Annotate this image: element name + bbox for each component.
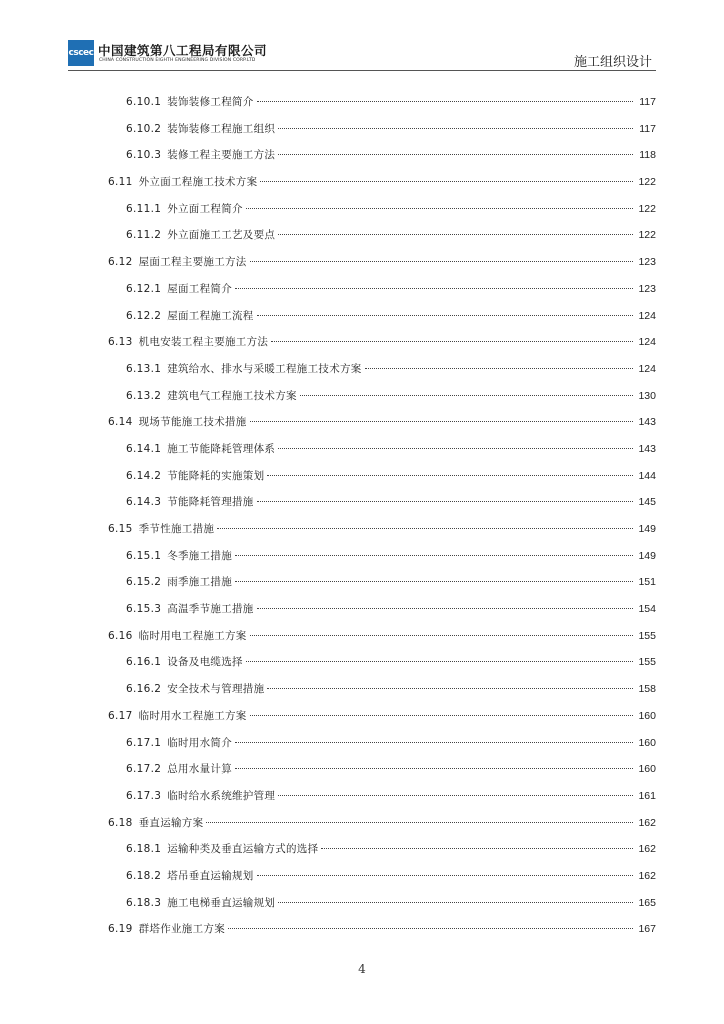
toc-entry-page: 149 xyxy=(638,523,656,535)
toc-entry-title: 屋面工程施工流程 xyxy=(167,309,254,322)
toc-entry-number: 6.12 xyxy=(108,256,133,269)
toc-entry-title: 高温季节施工措施 xyxy=(167,603,254,616)
toc-leader-dots xyxy=(278,234,633,235)
toc-entry-title: 临时用水简介 xyxy=(167,736,233,749)
toc-entry-page: 149 xyxy=(638,549,656,562)
toc-entry-number: 6.17.2 xyxy=(126,763,162,776)
toc-entry-title: 节能降耗的实施策划 xyxy=(167,469,265,482)
toc-entry-number: 6.19 xyxy=(108,923,133,936)
company-logo-icon: cscec xyxy=(68,40,94,66)
toc-leader-dots xyxy=(278,448,633,449)
toc-entry[interactable] xyxy=(108,761,656,788)
toc-entry-page: 130 xyxy=(638,389,656,402)
toc-entry-page: 162 xyxy=(638,843,656,856)
toc-entry[interactable] xyxy=(108,841,656,868)
toc-leader-dots xyxy=(246,661,633,662)
toc-entry-number: 6.16.2 xyxy=(126,683,162,696)
toc-entry-title: 设备及电缆选择 xyxy=(167,656,243,669)
toc-entry-page: 155 xyxy=(638,656,656,669)
toc-entry-page: 117 xyxy=(639,96,656,108)
toc-entry-page: 145 xyxy=(638,496,656,509)
toc-entry-number: 6.16 xyxy=(108,629,133,642)
toc-leader-dots xyxy=(250,635,633,636)
toc-leader-dots xyxy=(217,528,633,529)
toc-entry-page: 155 xyxy=(638,629,656,642)
toc-entry-title: 屋面工程主要施工方法 xyxy=(138,256,247,269)
toc-entry-page: 143 xyxy=(638,442,656,455)
toc-entry-number: 6.17.1 xyxy=(126,736,162,749)
toc-entry-page: 154 xyxy=(638,603,656,616)
toc-entry-number: 6.17.3 xyxy=(126,789,162,802)
toc-entry[interactable] xyxy=(108,281,656,308)
toc-leader-dots xyxy=(271,341,633,342)
toc-entry-page: 167 xyxy=(638,923,656,936)
toc-entry-page: 122 xyxy=(638,202,656,215)
toc-entry-number: 6.14 xyxy=(108,416,133,429)
toc-entry-title: 装修工程主要施工方法 xyxy=(167,149,276,162)
toc-entry[interactable] xyxy=(108,414,656,441)
toc-entry-title: 外立面工程施工技术方案 xyxy=(138,176,258,189)
toc-entry-number: 6.12.2 xyxy=(126,309,162,322)
toc-leader-dots xyxy=(257,315,633,316)
toc-entry-number: 6.18 xyxy=(108,816,133,829)
toc-entry-title: 现场节能施工技术措施 xyxy=(138,416,247,429)
toc-entry[interactable] xyxy=(108,361,656,388)
toc-leader-dots xyxy=(250,421,633,422)
toc-entry-page: 124 xyxy=(638,336,656,349)
toc-entry[interactable] xyxy=(108,868,656,895)
toc-entry-number: 6.10.1 xyxy=(126,96,162,108)
toc-entry[interactable] xyxy=(108,548,656,575)
company-name-cn: 中国建筑第八工程局有限公司 xyxy=(98,43,268,58)
toc-entry-page: 122 xyxy=(638,176,656,189)
toc-entry-number: 6.11.2 xyxy=(126,229,162,242)
toc-entry-number: 6.16.1 xyxy=(126,656,162,669)
toc-leader-dots xyxy=(300,395,633,396)
toc-entry[interactable] xyxy=(108,815,656,842)
toc-leader-dots xyxy=(246,208,633,209)
toc-entry[interactable] xyxy=(108,201,656,228)
toc-entry-page: 118 xyxy=(639,149,656,162)
toc-entry-page: 160 xyxy=(638,736,656,749)
toc-entry[interactable] xyxy=(108,334,656,361)
toc-entry-title: 季节性施工措施 xyxy=(138,523,215,535)
toc-entry-page: 124 xyxy=(638,362,656,375)
toc-entry-page: 160 xyxy=(638,709,656,722)
toc-entry-title: 临时用电工程施工方案 xyxy=(138,629,247,642)
toc-entry-title: 垂直运输方案 xyxy=(138,816,204,829)
toc-leader-dots xyxy=(278,902,633,903)
toc-entry-number: 6.15 xyxy=(108,523,133,535)
toc-entry-number: 6.14.3 xyxy=(126,496,162,509)
toc-entry[interactable] xyxy=(108,227,656,254)
toc-entry[interactable] xyxy=(108,121,656,148)
toc-entry[interactable] xyxy=(108,654,656,681)
toc-entry-number: 6.18.2 xyxy=(126,869,162,882)
toc-leader-dots xyxy=(250,261,633,262)
toc-leader-dots xyxy=(278,795,633,796)
toc-entry[interactable] xyxy=(108,174,656,201)
toc-leader-dots xyxy=(250,715,633,716)
company-name-en: CHINA CONSTRUCTION EIGHTH ENGINEERING DIVISION CORP.LTD xyxy=(99,58,256,63)
toc-leader-dots xyxy=(267,475,633,476)
toc-entry-title: 安全技术与管理措施 xyxy=(167,683,265,696)
document-title: 施工组织设计 xyxy=(573,55,652,70)
toc-entry[interactable] xyxy=(108,601,656,628)
toc-entry-number: 6.15.1 xyxy=(126,549,162,562)
toc-entry-title: 建筑给水、排水与采暖工程施工技术方案 xyxy=(167,362,362,375)
toc-entry[interactable] xyxy=(108,94,656,121)
toc-entry[interactable] xyxy=(108,308,656,335)
toc-entry-number: 6.15.2 xyxy=(126,576,162,589)
toc-leader-dots xyxy=(235,288,633,289)
toc-leader-dots xyxy=(260,181,633,182)
toc-entry-page: 144 xyxy=(638,469,656,482)
toc-entry-title: 群塔作业施工方案 xyxy=(138,923,225,936)
toc-entry-page: 162 xyxy=(638,816,656,829)
toc-entry-number: 6.13 xyxy=(108,336,133,349)
toc-entry-number: 6.10.3 xyxy=(126,149,162,162)
toc-entry-title: 总用水量计算 xyxy=(167,763,233,776)
toc-entry[interactable] xyxy=(108,895,656,922)
toc-entry-page: 117 xyxy=(639,122,656,135)
table-of-contents xyxy=(108,94,656,948)
toc-entry-title: 施工电梯垂直运输规划 xyxy=(167,896,276,909)
toc-entry-page: 122 xyxy=(638,229,656,242)
toc-entry[interactable] xyxy=(108,441,656,468)
toc-leader-dots xyxy=(321,848,633,849)
toc-leader-dots xyxy=(228,928,633,929)
toc-entry-number: 6.10.2 xyxy=(126,122,162,135)
toc-entry-page: 162 xyxy=(638,869,656,882)
toc-leader-dots xyxy=(278,154,633,155)
toc-entry-title: 临时用水工程施工方案 xyxy=(138,709,247,722)
toc-leader-dots xyxy=(278,128,633,129)
toc-entry-page: 158 xyxy=(638,683,656,696)
toc-entry[interactable] xyxy=(108,521,656,548)
page-number: 4 xyxy=(358,962,366,976)
toc-leader-dots xyxy=(206,822,633,823)
toc-entry-title: 运输种类及垂直运输方式的选择 xyxy=(167,843,319,856)
toc-entry[interactable] xyxy=(108,628,656,655)
toc-entry-title: 屋面工程简介 xyxy=(167,282,233,295)
toc-entry-title: 临时给水系统维护管理 xyxy=(167,789,276,802)
toc-entry-page: 151 xyxy=(638,576,656,589)
toc-entry[interactable] xyxy=(108,388,656,415)
toc-leader-dots xyxy=(235,555,633,556)
toc-entry-number: 6.13.1 xyxy=(126,362,162,375)
toc-entry-page: 165 xyxy=(638,896,656,909)
toc-leader-dots xyxy=(257,501,633,502)
toc-entry-title: 装饰装修工程简介 xyxy=(167,96,254,108)
toc-entry[interactable] xyxy=(108,494,656,521)
toc-entry[interactable] xyxy=(108,735,656,762)
toc-entry[interactable] xyxy=(108,708,656,735)
toc-entry[interactable] xyxy=(108,681,656,708)
toc-entry-number: 6.14.2 xyxy=(126,469,162,482)
toc-entry-title: 雨季施工措施 xyxy=(167,576,233,589)
toc-entry-page: 124 xyxy=(638,309,656,322)
page-header xyxy=(68,38,656,71)
toc-entry[interactable] xyxy=(108,468,656,495)
toc-entry-number: 6.14.1 xyxy=(126,442,162,455)
toc-entry-title: 机电安装工程主要施工方法 xyxy=(138,336,269,349)
toc-entry-number: 6.18.3 xyxy=(126,896,162,909)
toc-leader-dots xyxy=(235,768,633,769)
toc-entry-number: 6.17 xyxy=(108,709,133,722)
toc-entry-title: 外立面工程简介 xyxy=(167,202,243,215)
toc-entry-number: 6.15.3 xyxy=(126,603,162,616)
toc-entry[interactable] xyxy=(108,254,656,281)
toc-entry-title: 建筑电气工程施工技术方案 xyxy=(167,389,297,402)
toc-leader-dots xyxy=(257,101,633,102)
toc-leader-dots xyxy=(365,368,633,369)
toc-leader-dots xyxy=(267,688,633,689)
toc-entry-number: 6.12.1 xyxy=(126,282,162,295)
toc-entry[interactable] xyxy=(108,788,656,815)
toc-entry-title: 装饰装修工程施工组织 xyxy=(167,122,276,135)
toc-entry[interactable] xyxy=(108,147,656,174)
toc-entry-title: 冬季施工措施 xyxy=(167,549,233,562)
toc-entry-page: 123 xyxy=(638,256,656,269)
toc-entry-page: 143 xyxy=(638,416,656,429)
toc-leader-dots xyxy=(235,581,633,582)
toc-entry-title: 塔吊垂直运输规划 xyxy=(167,869,254,882)
toc-leader-dots xyxy=(257,608,633,609)
toc-entry-title: 外立面施工工艺及要点 xyxy=(167,229,276,242)
toc-entry-number: 6.18.1 xyxy=(126,843,162,856)
toc-entry-page: 160 xyxy=(638,763,656,776)
toc-entry-title: 节能降耗管理措施 xyxy=(167,496,254,509)
toc-entry-number: 6.11 xyxy=(108,176,133,189)
toc-entry-number: 6.13.2 xyxy=(126,389,162,402)
toc-leader-dots xyxy=(235,742,633,743)
toc-entry-number: 6.11.1 xyxy=(126,202,162,215)
toc-leader-dots xyxy=(257,875,633,876)
toc-entry-page: 123 xyxy=(638,282,656,295)
toc-entry[interactable] xyxy=(108,574,656,601)
toc-entry-page: 161 xyxy=(638,789,656,802)
toc-entry[interactable] xyxy=(108,921,656,948)
toc-entry-title: 施工节能降耗管理体系 xyxy=(167,442,276,455)
